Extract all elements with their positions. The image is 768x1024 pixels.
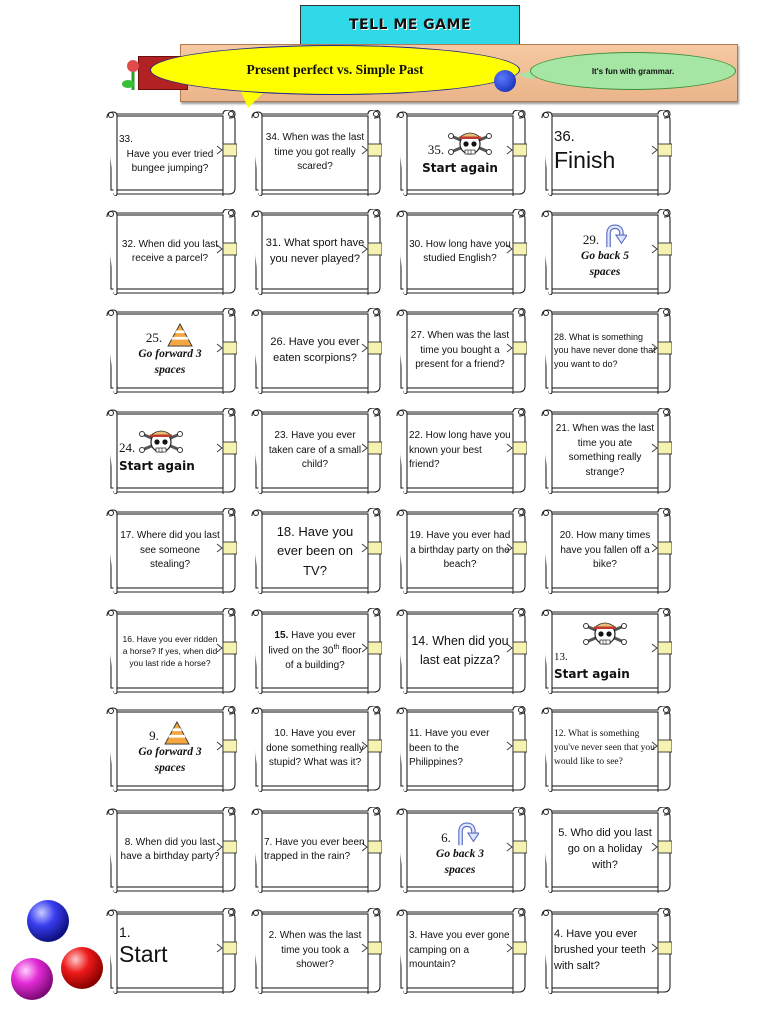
- square-2: [250, 908, 382, 994]
- square-text-b: floor of a building?: [285, 645, 362, 671]
- square-35: [395, 110, 527, 196]
- square-text: 14. When did you last eat pizza?: [411, 634, 509, 667]
- square-8: [105, 807, 237, 893]
- square-text: 17. Where did you last see someone stealing?: [120, 530, 220, 571]
- square-34: [250, 110, 382, 196]
- square-text: 34. When was the last time you got really scared?: [265, 132, 365, 173]
- square-text: 11. Have you ever been to the Philippines?: [409, 728, 490, 769]
- square-text: [264, 629, 366, 674]
- square-6: [395, 807, 527, 893]
- square-text: 21. When was the last time you ate something really strange?: [555, 423, 655, 478]
- square-12: [540, 706, 672, 792]
- red-ball: [61, 947, 103, 989]
- square-11: [395, 706, 527, 792]
- cone-icon: [163, 721, 191, 745]
- subtitle-bubble: Present perfect vs. Simple Past: [150, 45, 520, 95]
- blue-dot-icon: [494, 70, 516, 92]
- square-text: Start again: [422, 161, 498, 176]
- square-text: 2. When was the last time you took a shower?: [268, 930, 362, 971]
- decor-balls: [0, 0, 120, 1024]
- curved-arrow-icon: [603, 223, 627, 249]
- square-18: [250, 508, 382, 594]
- square-text: 32. When did you last receive a parcel?: [121, 238, 219, 264]
- square-text: 18. Have you ever been on TV?: [276, 523, 354, 578]
- square-text: 26. Have you ever eaten scorpions?: [270, 336, 360, 364]
- flower-icon: [121, 58, 145, 92]
- skull-icon: [583, 618, 627, 650]
- square-20: [540, 508, 672, 594]
- square-7: [250, 807, 382, 893]
- square-text: Have you ever tried bungee jumping?: [126, 148, 214, 175]
- square-number: 6.: [441, 829, 451, 845]
- ordinal-suffix: th: [333, 644, 340, 652]
- blue-ball: [27, 900, 69, 942]
- square-text: Go forward 3 spaces: [138, 348, 202, 376]
- square-15: [250, 608, 382, 694]
- square-text: 12. What is something you've never seen that you would like to see?: [554, 729, 655, 767]
- square-number: 29.: [582, 231, 600, 247]
- square-text: Go back 5 spaces: [581, 250, 629, 278]
- square-text-a: Have you ever lived on the 30: [268, 629, 356, 657]
- square-28: [540, 308, 672, 394]
- square-text: 28. What is something you have never done that you want to do?: [554, 332, 656, 369]
- square-number: 9.: [149, 727, 159, 743]
- square-number: 15.: [274, 629, 289, 641]
- square-29: [540, 209, 672, 295]
- square-number: 35.: [427, 142, 445, 158]
- square-text: 20. How many times have you fallen off a bike?: [559, 530, 651, 571]
- square-number: 36.: [554, 128, 575, 145]
- square-text: 7. Have you ever been trapped in the rain?: [264, 836, 365, 862]
- square-text: 5. Who did you last go on a holiday with?: [558, 827, 652, 871]
- square-32: [105, 209, 237, 295]
- square-21: [540, 408, 672, 494]
- start-label: Start: [119, 941, 168, 968]
- square-30: [395, 209, 527, 295]
- square-31: [250, 209, 382, 295]
- square-26: [250, 308, 382, 394]
- curved-arrow-icon: [455, 821, 479, 847]
- square-number: 1.: [119, 924, 131, 940]
- square-17: [105, 508, 237, 594]
- square-5: [540, 807, 672, 893]
- skull-icon: [448, 128, 492, 160]
- square-19: [395, 508, 527, 594]
- square-1: [105, 908, 237, 994]
- square-text: Start again: [554, 667, 630, 682]
- square-22: [395, 408, 527, 494]
- square-text: 23. Have you ever taken care of a small child?: [268, 430, 362, 471]
- square-text: 19. Have you ever had a birthday party on the beach?: [409, 530, 511, 571]
- square-10: [250, 706, 382, 792]
- square-text: 22. How long have you known your best friend?: [409, 430, 511, 471]
- square-27: [395, 308, 527, 394]
- square-text: 27. When was the last time you bought a present for a friend?: [410, 330, 510, 371]
- game-title: TELL ME GAME: [300, 5, 520, 45]
- square-number: 33.: [119, 134, 133, 146]
- square-text: 10. Have you ever done something really stupid? What was it?: [266, 728, 364, 769]
- square-36: [540, 110, 672, 196]
- square-number: 25.: [145, 329, 163, 345]
- square-16: [105, 608, 237, 694]
- square-23: [250, 408, 382, 494]
- square-text: 16. Have you ever ridden a horse? If yes, when did you last ride a horse?: [122, 633, 218, 669]
- square-number: 13.: [554, 651, 568, 664]
- square-25: [105, 308, 237, 394]
- square-text: 8. When did you last have a birthday party?: [120, 836, 220, 862]
- square-13: [540, 608, 672, 694]
- square-text: 31. What sport have you never played?: [265, 237, 365, 265]
- square-24: [105, 408, 237, 494]
- square-33: [105, 110, 237, 196]
- square-text: 30. How long have you studied English?: [409, 238, 511, 264]
- square-text: 4. Have you ever brushed your teeth with salt?: [554, 928, 646, 972]
- square-text: Go back 3 spaces: [436, 848, 484, 876]
- square-4: [540, 908, 672, 994]
- skull-icon: [139, 426, 183, 458]
- cone-icon: [166, 323, 194, 347]
- square-14: [395, 608, 527, 694]
- square-text: Go forward 3 spaces: [138, 746, 202, 774]
- magenta-ball: [11, 958, 53, 1000]
- tagline-bubble: It's fun with grammar.: [530, 52, 736, 90]
- square-3: [395, 908, 527, 994]
- square-text: 3. Have you ever gone camping on a mountain?: [409, 930, 510, 971]
- finish-label: Finish: [554, 146, 616, 173]
- square-text: Start again: [119, 459, 195, 474]
- square-number: 24.: [119, 440, 136, 456]
- square-9: [105, 706, 237, 792]
